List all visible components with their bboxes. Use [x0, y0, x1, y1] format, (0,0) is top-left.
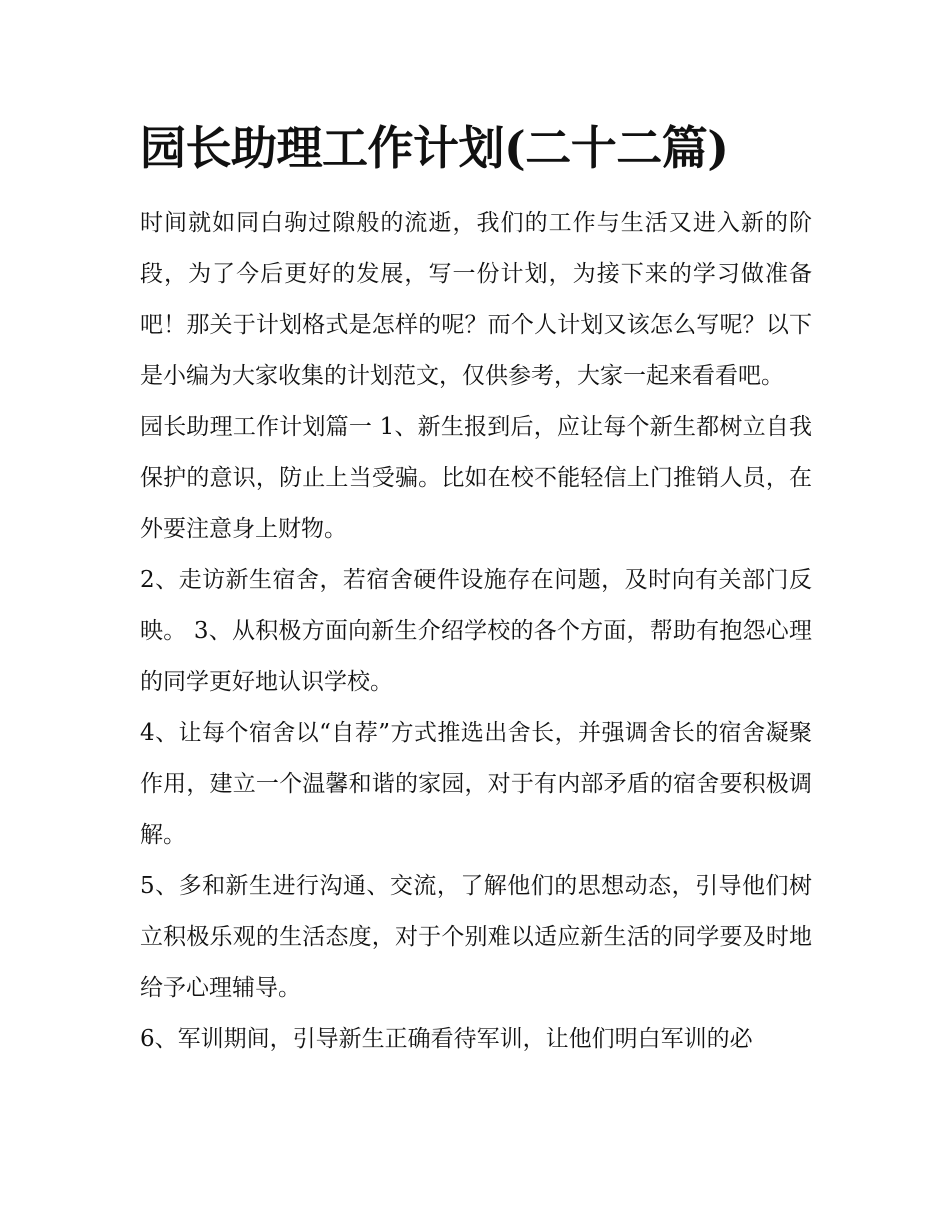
paragraph-intro: 时间就如同白驹过隙般的流逝，我们的工作与生活又进入新的阶段，为了今后更好的发展，写一份计划，为接下来的学习做准备吧！那关于计划格式是怎样的呢？而个人计划又该怎么写呢？以下是小编为大家收集的计划范文，仅供参考，大家一起来看看吧。 — [140, 210, 812, 389]
paragraph-item-2-3: 2、走访新生宿舍，若宿舍硬件设施存在问题，及时向有关部门反映。 3、从积极方面向新生介绍学校的各个方面，帮助有抱怨心理的同学更好地认识学校。 — [140, 567, 812, 695]
document-body — [140, 108, 812, 1065]
paragraph-item-5: 5、多和新生进行沟通、交流，了解他们的思想动态，引导他们树立积极乐观的生活态度，对于个别难以适应新生活的同学要及时地给予心理辅导。 — [140, 873, 812, 1001]
paragraph-item-1: 园长助理工作计划篇一 1、新生报到后，应让每个新生都树立自我保护的意识，防止上当受骗。比如在校不能轻信上门推销人员，在外要注意身上财物。 — [140, 414, 812, 542]
paragraph-item-6: 6、军训期间，引导新生正确看待军训，让他们明白军训的必 — [140, 1026, 753, 1052]
document-title: 园长助理工作计划(二十二篇) — [140, 121, 729, 175]
paragraph-item-4: 4、让每个宿舍以“自荐”方式推选出舍长，并强调舍长的宿舍凝聚作用，建立一个温馨和谐的家园，对于有内部矛盾的宿舍要积极调解。 — [140, 720, 812, 848]
